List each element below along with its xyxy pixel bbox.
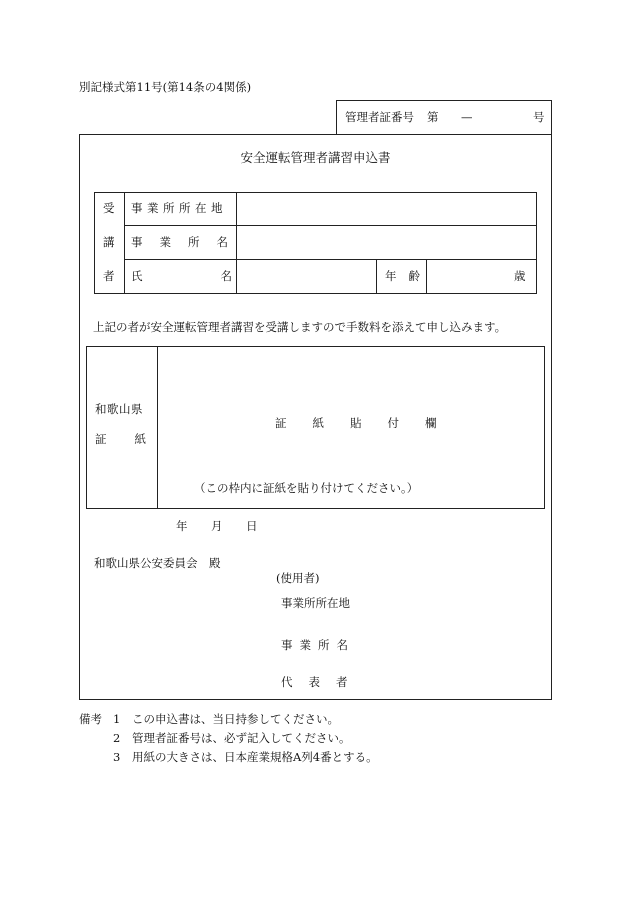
remarks-label: 備考 — [79, 712, 102, 726]
stamp-affix-area[interactable] — [159, 348, 543, 507]
office-name-field[interactable] — [238, 227, 535, 258]
cert-number-part2-field[interactable] — [477, 103, 531, 133]
stamp-side-line1: 和歌山県 — [95, 402, 143, 416]
applicant-side-char-3: 者 — [103, 269, 115, 283]
remark-2-number: 2 — [113, 731, 121, 745]
name-field[interactable] — [238, 261, 374, 292]
remark-1-text: この申込書は、当日持参してください。 — [132, 712, 339, 726]
age-field[interactable] — [428, 261, 510, 292]
user-heading: (使用者) — [276, 571, 320, 585]
stamp-note: （この枠内に証紙を貼り付けてください。） — [194, 481, 419, 495]
form-title: 安全運転管理者講習申込書 — [240, 150, 391, 165]
stamp-field-title: 証紙貼付欄 — [275, 416, 463, 430]
remark-1-number: 1 — [113, 712, 121, 726]
user-address-label: 事業所所在地 — [281, 596, 350, 610]
cert-number-part1-field[interactable] — [441, 103, 459, 133]
application-statement: 上記の者が安全運転管理者講習を受講しますので手数料を添えて申し込みます。 — [93, 320, 507, 334]
manager-cert-dash: — — [461, 110, 473, 124]
date-day-label: 日 — [246, 519, 258, 533]
applicant-side-char-1: 受 — [103, 201, 115, 215]
form-reference: 別記様式第11号(第14条の4関係) — [79, 80, 252, 94]
stamp-side-line2: 証紙 — [95, 432, 174, 446]
name-label: 氏名 — [131, 269, 310, 283]
applicant-side-char-2: 講 — [103, 235, 115, 249]
age-unit: 歳 — [514, 269, 526, 283]
remark-2-text: 管理者証番号は、必ず記入してください。 — [132, 731, 351, 745]
office-name-label: 事業所名 — [131, 235, 245, 249]
office-address-label: 事業所所在地 — [131, 201, 227, 215]
manager-cert-box — [336, 100, 552, 135]
remark-3-text: 用紙の大きさは、日本産業規格A列4番とする。 — [132, 750, 378, 764]
manager-cert-label: 管理者証番号 — [345, 110, 414, 124]
manager-cert-dai: 第 — [427, 110, 439, 124]
date-year-label: 年 — [176, 519, 188, 533]
addressee: 和歌山県公安委員会 殿 — [94, 556, 221, 570]
user-name-label: 事業所名 — [281, 638, 355, 652]
date-month-label: 月 — [211, 519, 223, 533]
office-address-field[interactable] — [238, 194, 535, 224]
age-label: 年齢 — [385, 269, 432, 283]
user-rep-label: 代表者 — [281, 675, 364, 689]
remark-3-number: 3 — [113, 750, 121, 764]
manager-cert-go: 号 — [533, 110, 545, 124]
